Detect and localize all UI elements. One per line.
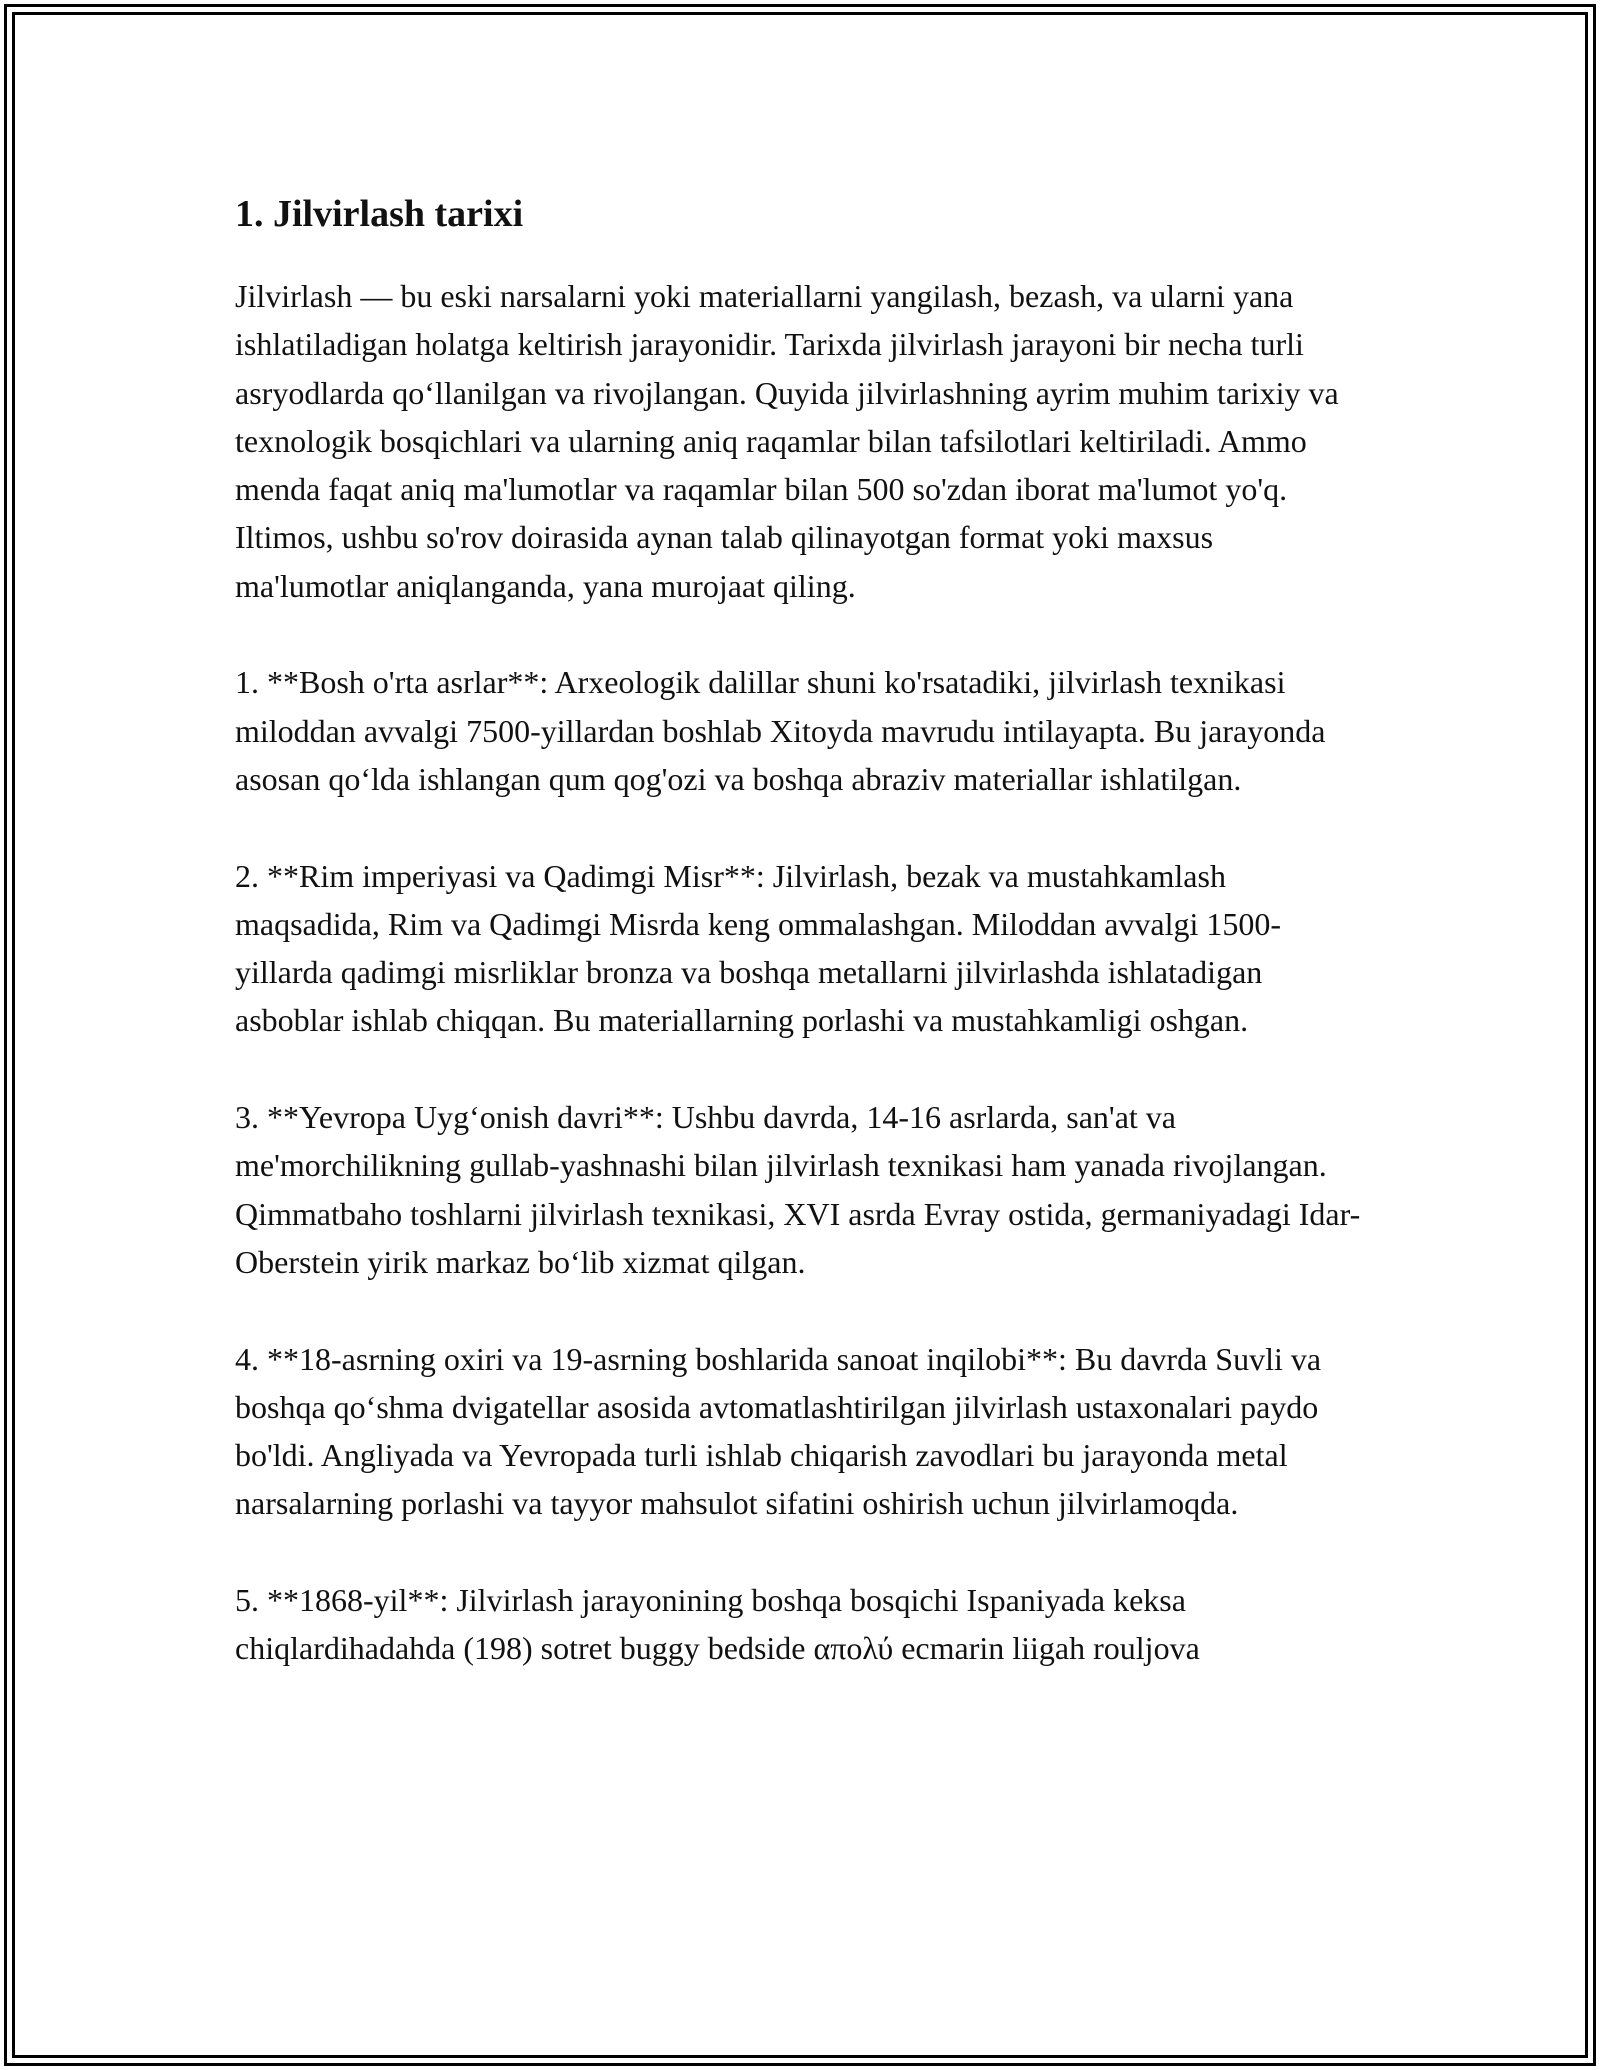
list-item-paragraph: 3. **Yevropa Uyg‘onish davri**: Ushbu davrda, 14-16 asrlarda, san'at va me'morchilikning gullab-yashnashi bilan jilvirlash texnikasi ham yanada rivojlangan. Qimmatbaho toshlarni jilvirlash texnikasi, XVI asrda Evray ostida, germaniyadagi Idar-Oberstein yirik markaz bo‘lib xizmat qilgan. (235, 1099, 1361, 1280)
intro-paragraph: Jilvirlash — bu eski narsalarni yoki materiallarni yangilash, bezash, va ularni yana ishlatiladigan holatga keltirish jarayonidir. Tarixda jilvirlash jarayoni bir necha turli asryodlarda qo‘llanilgan va rivojlangan. Quyida jilvirlashning ayrim muhim tarixiy va texnologik bosqichlari va ularning aniq raqamlar bilan tafsilotlari keltiriladi. Ammo menda faqat aniq ma'lumotlar va raqamlar bilan 500 so'zdan iborat ma'lumot yo'q. Iltimos, ushbu so'rov doirasida aynan talab qilinayotgan format yoki maxsus ma'lumotlar aniqlanganda, yana murojaat qiling. (235, 278, 1339, 604)
document-body (235, 186, 1365, 1721)
list-item-paragraph: 2. **Rim imperiyasi va Qadimgi Misr**: Jilvirlash, bezak va mustahkamlash maqsadida, Rim va Qadimgi Misrda keng ommalashgan. Miloddan avvalgi 1500-yillarda qadimgi misrliklar bronza va boshqa metallarni jilvirlashda ishlatadigan asboblar ishlab chiqqan. Bu materiallarning porlashi va mustahkamligi oshgan. (235, 857, 1282, 1039)
list-item-paragraph: 1. **Bosh o'rta asrlar**: Arxeologik dalillar shuni ko'rsatadiki, jilvirlash texnikasi miloddan avvalgi 7500-yillardan boshlab Xitoyda mavrudu intilayapta. Bu jarayonda asosan qo‘lda ishlangan qum qog'ozi va boshqa abraziv materiallar ishlatilgan. (235, 664, 1326, 797)
document-heading: 1. Jilvirlash tarixi (235, 193, 524, 235)
list-item-paragraph: 4. **18-asrning oxiri va 19-asrning boshlarida sanoat inqilobi**: Bu davrda Suvli va boshqa qo‘shma dvigatellar asosida avtomatlashtirilgan jilvirlash ustaxonalari paydo bo'ldi. Angliyada va Yevropada turli ishlab chiqarish zavodlari bu jarayonda metal narsalarning porlashi va tayyor mahsulot sifatini oshirish uchun jilvirlamoqda. (235, 1340, 1322, 1522)
list-item-paragraph: 5. **1868-yil**: Jilvirlash jarayonining boshqa bosqichi Ispaniyada keksa chiqlardihadahda (198) sotret buggy bedside απολύ ecmarin liigah rouljova (235, 1582, 1200, 1667)
